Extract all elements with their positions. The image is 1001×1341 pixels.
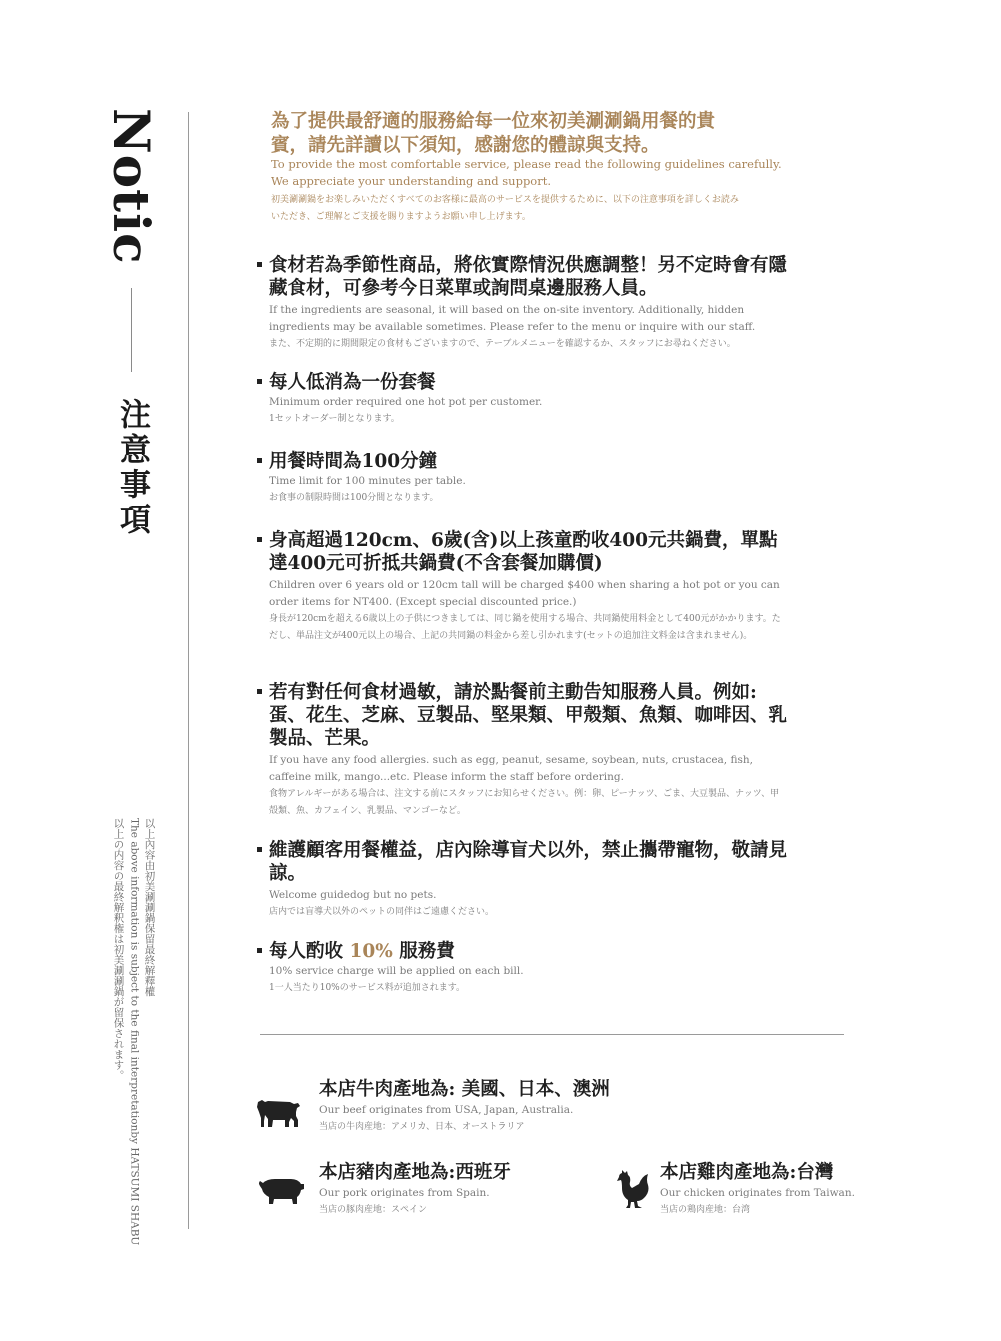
intro-jp: 初美涮涮鍋をお楽しみいただくすべてのお客様に最高のサービスを提供するために、以下の注意事項を詳しくお読みいただき、ご理解とご支援を賜りますようお願い申し上げます。: [271, 195, 739, 222]
chicken-icon: [615, 1168, 651, 1210]
bullet: [257, 458, 262, 463]
disclaimer-en: The above information is subject to the final interpretationby HATSUMI SHABU: [128, 818, 141, 1246]
origin-jp: 当店の鶏肉産地：台湾: [660, 1205, 751, 1215]
disclaimer-cn: 以上內容由初美涮涮鍋保留最終解釋權: [143, 818, 156, 997]
bullet: [257, 537, 262, 542]
pig-icon: [257, 1176, 305, 1206]
notice-time-limit: [257, 450, 787, 507]
notice-minimum-order: [257, 371, 787, 428]
notice-title: 維護顧客用餐權益，店內除導盲犬以外，禁止攜帶寵物，敬請見諒。: [269, 840, 788, 884]
intro-cn: 為了提供最舒適的服務給每一位來初美涮涮鍋用餐的貴賓，請先詳讀以下須知，感謝您的體諒與支持。: [271, 111, 716, 156]
notice-jp: 身長が120cmを超える6歳以上の子供につきましては、同じ鍋を使用する場合、共同鍋使用料金として400元がかかります。ただし、単品注文が400元以上の場合、上記の共同鍋の料金から差し引かれます(セットの追加注文料金は含まれません)。: [269, 614, 781, 641]
intro-en-line1: To provide the most comfortable service, please read the following guidelines carefully.: [271, 157, 782, 171]
notice-title: 每人低消為一份套餐: [269, 372, 436, 393]
section-divider: [260, 1034, 844, 1035]
page-title-cn: 注意事項: [114, 398, 150, 538]
notice-title: 用餐時間為100分鐘: [269, 451, 438, 472]
notice-en: Minimum order required one hot pot per customer.: [269, 396, 543, 408]
notice-jp: 1一人当たり10%のサービス料が追加されます。: [269, 983, 466, 993]
origin-beef: [319, 1078, 610, 1136]
notice-title: 食材若為季節性商品，將依實際情況供應調整！另不定時會有隱藏食材，可參考今日菜單或詢問桌邊服務人員。: [269, 255, 788, 299]
service-charge-highlight: 10%: [349, 941, 393, 962]
bullet: [257, 847, 262, 852]
origin-jp: 当店の牛肉産地：アメリカ、日本、オーストラリア: [319, 1122, 525, 1132]
origin-title: 本店雞肉產地為:台灣: [660, 1162, 834, 1183]
page-title-en: Notic: [102, 108, 161, 265]
intro-en-line2: We appreciate your understanding and support.: [271, 174, 551, 188]
notice-pets: [257, 839, 787, 921]
bullet: [257, 689, 262, 694]
cow-icon: [256, 1094, 302, 1130]
notice-jp: また、不定期的に期間限定の食材もございますので、テーブルメニューを確認するか、スタッフにお尋ねください。: [269, 339, 736, 349]
notice-jp: 1セットオーダー制となります。: [269, 414, 400, 424]
notice-children-fee: [257, 529, 787, 645]
notice-title-suffix: 服務費: [392, 941, 455, 962]
origin-jp: 当店の豚肉産地：スペイン: [319, 1205, 428, 1215]
notice-title-prefix: 每人酌收: [269, 941, 350, 962]
notice-jp: お食事の制限時間は100分間となります。: [269, 493, 439, 503]
notice-en: If you have any food allergies. such as egg, peanut, sesame, soybean, nuts, crustacea, fish, caffeine milk, mango...etc. Please inform the staff before ordering.: [269, 754, 753, 783]
title-divider: [131, 288, 132, 372]
origin-title: 本店牛肉產地為: 美國、日本、澳洲: [319, 1079, 610, 1100]
notice-jp: 食物アレルギーがある場合は、注文する前にスタッフにお知らせください。例：卵、ピーナッツ、ごま、大豆製品、ナッツ、甲殻類、魚、カフェイン、乳製品、マンゴーなど。: [269, 789, 780, 816]
notice-title: 身高超過120cm、6歲(含)以上孩童酌收400元共鍋費，單點達400元可折抵共鍋費(不含套餐加購價): [269, 530, 778, 574]
origin-en: Our chicken originates from Taiwan.: [660, 1187, 855, 1199]
notice-title: [269, 940, 787, 963]
origin-en: Our pork originates from Spain.: [319, 1187, 490, 1199]
notice-seasonal: [257, 254, 787, 353]
origin-en: Our beef originates from USA, Japan, Australia.: [319, 1104, 574, 1116]
bullet: [257, 948, 262, 953]
notice-en: 10% service charge will be applied on each bill.: [269, 965, 524, 977]
notice-en: Children over 6 years old or 120cm tall will be charged $400 when sharing a hot pot or you can order items for NT400. (Except special discounted price.): [269, 579, 780, 608]
bullet: [257, 262, 262, 267]
origin-chicken: [660, 1161, 855, 1219]
origin-title: 本店豬肉產地為:西班牙: [319, 1162, 511, 1183]
bullet: [257, 379, 262, 384]
notice-jp: 店内では盲導犬以外のペットの同伴はご遠慮ください。: [269, 907, 495, 917]
notice-allergy: [257, 681, 787, 820]
disclaimer-jp: 以上の内容の最終解釈権は初美涮涮鍋が留保されます。: [112, 818, 125, 1081]
notice-title: 若有對任何食材過敏，請於點餐前主動告知服務人員。例如:蛋、花生、芝麻、豆製品、堅果類、甲殼類、魚類、咖啡因、乳製品、芒果。: [269, 682, 788, 749]
notice-en: Welcome guidedog but no pets.: [269, 889, 437, 901]
origin-pork: [319, 1161, 511, 1219]
notice-service-charge: [257, 940, 787, 997]
notice-en: If the ingredients are seasonal, it will based on the on-site inventory. Additionally, hidden ingredients may be available sometimes. Please refer to the menu or inquire with our staff.: [269, 304, 756, 333]
vertical-rule: [188, 112, 189, 1229]
notice-en: Time limit for 100 minutes per table.: [269, 475, 466, 487]
